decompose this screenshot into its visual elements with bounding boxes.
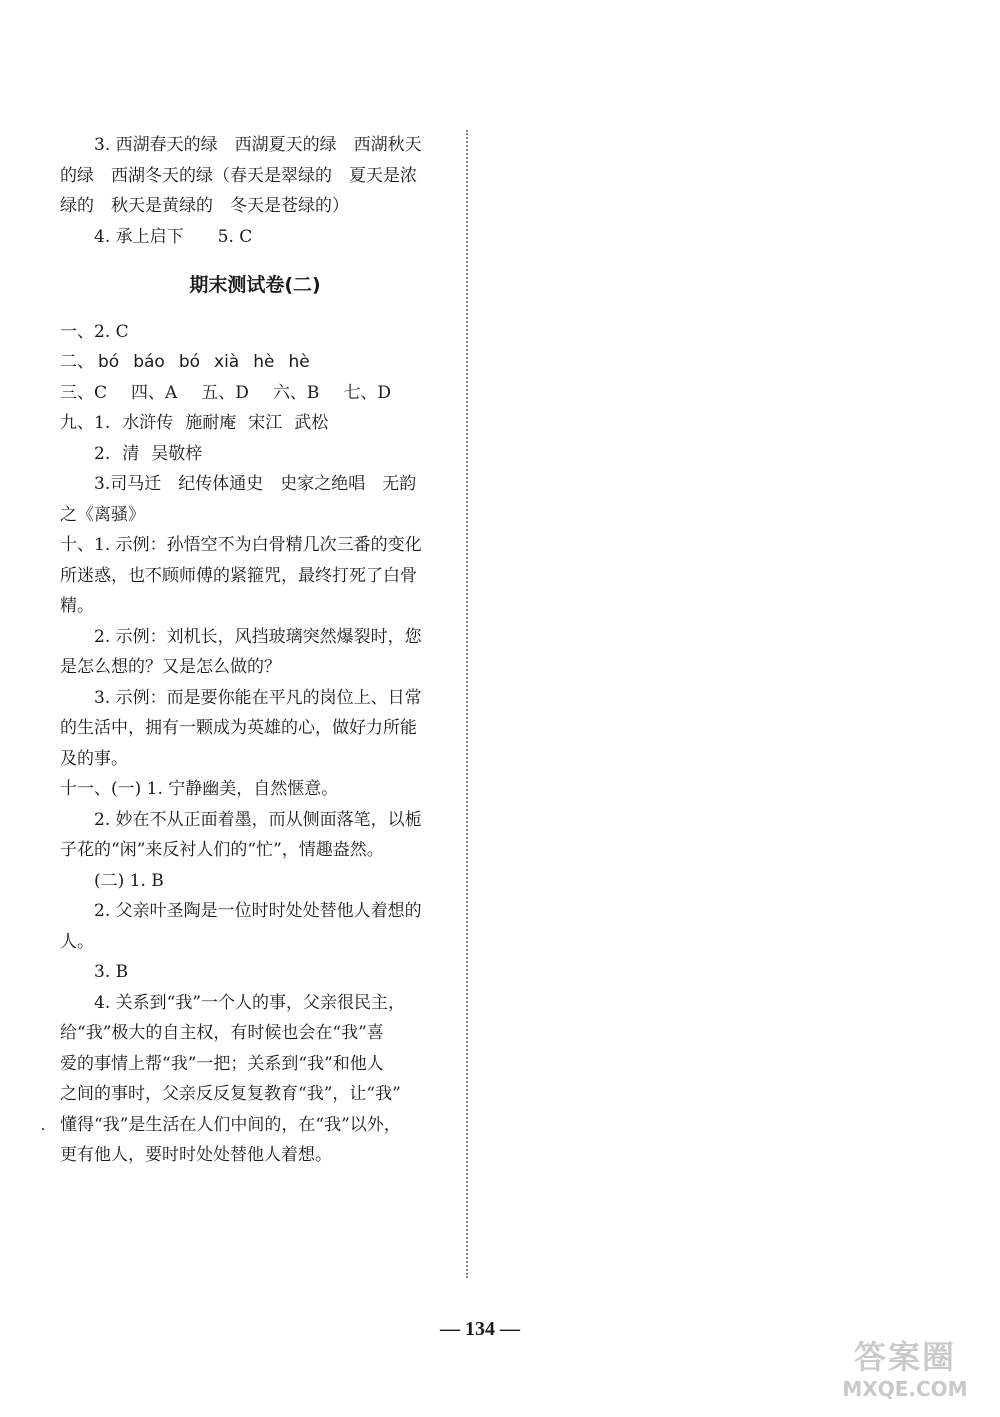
answer-line: 4. 关系到“我”一个人的事，父亲很民主， [94,992,406,1013]
answer-line: 的绿 西湖冬天的绿（春天是翠绿的 夏天是浓 [60,165,417,186]
answer-line: 十、1. 示例：孙悟空不为白骨精几次三番的变化 [60,535,422,555]
answer-line: 所迷惑，也不顾师傅的紧箍咒，最终打死了白骨 [60,565,417,586]
answer-q5: 5. C [217,226,253,247]
answer-label: 2. [94,443,111,464]
answer-line: 2. 妙在不从正面着墨，而从侧面落笔，以栀 [94,809,422,830]
choice-item: 七、D [343,382,392,403]
answer-line [60,439,450,470]
choice-row [60,378,450,409]
answer-line: 懂得“我”是生活在人们中间的，在“我”以外， [60,1114,401,1135]
pinyin-row [60,347,450,378]
answer-line: 子花的“闲”来反衬人们的“忙”，情趣盎然。 [60,840,384,860]
choice-item: 六、B [272,382,320,403]
answer-line: 绿的 秋天是黄绿的 冬天是苍绿的） [60,196,349,216]
pinyin-item: bó [178,352,201,372]
answer-line: 3. B [94,962,129,982]
answer-line: 3. 示例：而是要你能在平凡的岗位上、日常 [94,687,422,708]
answer-line: 及的事。 [60,748,128,769]
section-title: 期末测试卷(二) [189,274,321,296]
answer-line: 给“我”极大的自主权，有时候也会在“我”喜 [60,1023,384,1043]
answer-line: 3.司马迁 纪传体通史 史家之绝唱 无韵 [94,474,417,494]
answer-line: (二) 1. B [94,870,164,891]
answer-item: 吴敬梓 [151,443,203,464]
pinyin-label: 二、 [60,352,94,372]
answer-line: 人。 [60,931,94,952]
answer-line: 2. 父亲叶圣陶是一位时时处处替他人着想的 [94,901,422,921]
watermark-logo [820,1337,990,1409]
choice-item: 三、C [60,382,108,403]
answer-line [60,222,450,253]
answer-item: 武松 [294,413,329,433]
answer-line: 2. 示例：刘机长，风挡玻璃突然爆裂时，您 [94,626,422,647]
answer-line: 的生活中，拥有一颗成为英雄的心，做好力所能 [60,718,417,738]
choice-item: 五、D [201,382,249,403]
column-divider [466,130,468,1278]
answer-line: 之《离骚》 [60,504,145,525]
pinyin-item: bó [98,352,120,372]
pinyin-item: hè [253,352,275,372]
pinyin-item: xià [214,352,240,372]
answer-label: 九、1. [60,413,111,433]
print-speck [42,1128,44,1130]
answer-line [60,408,450,439]
answer-line: 爱的事情上帮“我”一把；关系到“我”和他人 [60,1053,384,1074]
answer-line: 十一、(一) 1. 宁静幽美，自然惬意。 [60,779,339,799]
answer-line: 是怎么想的？又是怎么做的？ [60,657,281,677]
answer-line: 之间的事时，父亲反反复复教育“我”，让“我” [60,1084,401,1104]
answer-item: 宋江 [248,413,283,433]
pinyin-item: báo [133,352,165,372]
answer-line: 更有他人，要时时处处替他人着想。 [60,1145,332,1165]
answer-item: 施耐庵 [185,413,237,433]
pinyin-item: hè [288,352,310,372]
page-number: — 134 — [440,1318,520,1340]
answer-item: 清 [122,443,140,464]
answer-line: 一、2. C [60,321,129,342]
watermark-text: 答案圈 [853,1338,956,1376]
answer-q4: 4. 承上启下 [94,226,184,247]
answer-column [60,130,450,1171]
answer-line: 3. 西湖春天的绿 西湖夏天的绿 西湖秋天 [94,135,422,155]
answer-item: 水浒传 [122,413,174,433]
answer-line: 精。 [60,596,94,616]
watermark-url: MXQE.COM [842,1377,968,1401]
choice-item: 四、A [131,382,178,403]
